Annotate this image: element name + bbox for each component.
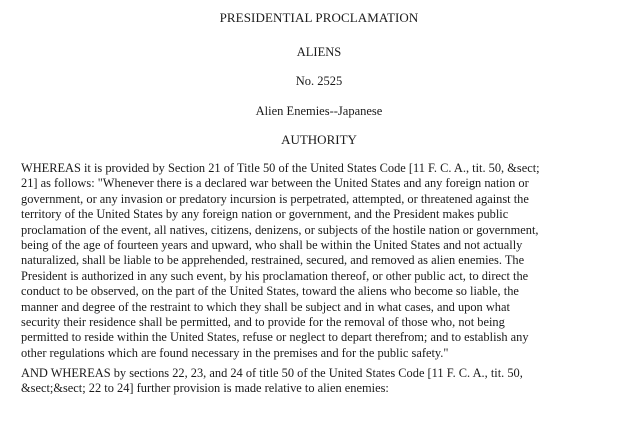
paragraph-line: &sect;&sect; 22 to 24] further provision is made relative to alien enemies:	[21, 381, 389, 396]
paragraph-line: conduct to be observed, on the part of the United States, toward the aliens who become so liable, the	[21, 284, 519, 299]
paragraph-line: 21] as follows: "Whenever there is a declared war between the United States and any foreign nation or	[21, 176, 529, 191]
paragraph-line: government, or any invasion or predatory incursion is perpetrated, attempted, or threatened against the	[21, 191, 529, 206]
document-subject: ALIENS	[296, 45, 342, 59]
paragraph-line: security their residence shall be permitted, and to provide for the removal of those who, not being	[21, 315, 505, 330]
whereas-paragraph	[21, 161, 631, 361]
paragraph-line: WHEREAS it is provided by Section 21 of Title 50 of the United States Code [11 F. C. A., tit. 50, &sect;	[21, 161, 540, 175]
paragraph-line: manner and degree of the restraint to which they shall be subject and in what cases, and upon what	[21, 299, 510, 314]
section-heading-authority: AUTHORITY	[281, 132, 357, 147]
paragraph-line: President is authorized in any such event, by his proclamation thereof, or other public act, to direct the	[21, 268, 529, 283]
document-subtitle: Alien Enemies--Japanese	[255, 104, 383, 118]
paragraph-line: naturalized, shall be liable to be apprehended, restrained, secured, and removed as alien enemies. The	[21, 253, 525, 268]
paragraph-line: AND WHEREAS by sections 22, 23, and 24 of title 50 of the United States Code [11 F. C. A., tit. 50,	[21, 366, 523, 380]
paragraph-line: other regulations which are found necessary in the premises and for the public safety."	[21, 345, 449, 360]
proclamation-number: No. 2525	[295, 74, 343, 88]
paragraph-line: territory of the United States by any foreign nation or government, and the President makes public	[21, 207, 509, 222]
and-whereas-paragraph	[21, 366, 631, 397]
paragraph-line: permitted to reside within the United States, refuse or neglect to depart therefrom; and to establish any	[21, 330, 529, 345]
paragraph-line: proclamation of the event, all natives, citizens, denizens, or subjects of the hostile nation or government,	[21, 222, 539, 237]
document-title: PRESIDENTIAL PROCLAMATION	[219, 10, 419, 25]
paragraph-line: being of the age of fourteen years and upward, who shall be within the United States and not actually	[21, 238, 523, 253]
